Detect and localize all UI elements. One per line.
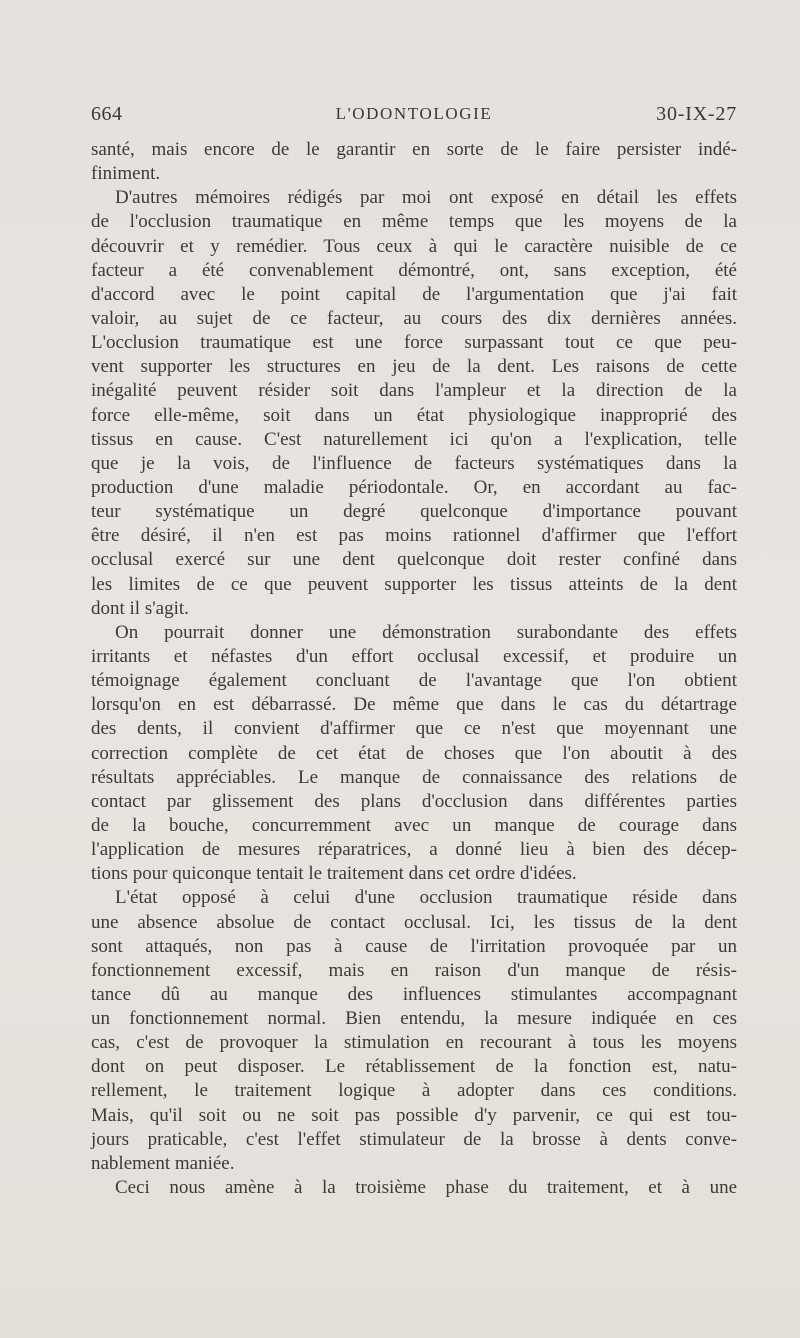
text-line: irritants et néfastes d'un effort occlusal excessif, et produire un xyxy=(91,645,737,667)
text-line: lorsqu'on en est débarrassé. De même que dans le cas du détartrage xyxy=(91,694,737,716)
text-line: sont attaqués, non pas à cause de l'irritation provoquée par un xyxy=(91,935,737,957)
text-line: inégalité peuvent résider soit dans l'ampleur et la direction de la xyxy=(91,380,737,402)
text-line: témoignage également concluant de l'avantage que l'on obtient xyxy=(91,670,737,692)
text-line: contact par glissement des plans d'occlusion dans différentes parties xyxy=(91,790,737,812)
text-line: rellement, le traitement logique à adopter dans ces conditions. xyxy=(91,1080,737,1102)
text-line: dont on peut disposer. Le rétablissement de la fonction est, natu- xyxy=(91,1056,737,1078)
running-title: L'ODONTOLOGIE xyxy=(335,104,493,123)
text-line: tance dû au manque des influences stimulantes accompagnant xyxy=(91,983,737,1005)
text-line: occlusal exercé sur une dent quelconque doit rester confiné dans xyxy=(91,549,737,571)
text-line: jours praticable, c'est l'effet stimulateur de la brosse à dents conve- xyxy=(91,1128,737,1150)
text-line: vent supporter les structures en jeu de la dent. Les raisons de cette xyxy=(91,356,737,378)
text-line: L'état opposé à celui d'une occlusion traumatique réside dans xyxy=(115,887,737,909)
text-line: fonctionnement excessif, mais en raison d'un manque de résis- xyxy=(91,959,737,981)
text-line: cas, c'est de provoquer la stimulation en recourant à tous les moyens xyxy=(91,1032,737,1054)
text-line: être désiré, il n'en est pas moins rationnel d'affirmer que l'effort xyxy=(91,525,737,547)
body-text xyxy=(91,138,737,1200)
text-line: D'autres mémoires rédigés par moi ont exposé en détail les effets xyxy=(115,187,737,209)
text-line: un fonctionnement normal. Bien entendu, la mesure indiquée en ces xyxy=(91,1008,737,1030)
text-line: tissus en cause. C'est naturellement ici qu'on a l'explication, telle xyxy=(91,428,737,450)
text-line: force elle-même, soit dans un état physiologique inapproprié des xyxy=(91,404,737,426)
text-line: Mais, qu'il soit ou ne soit pas possible d'y parvenir, ce qui est tou- xyxy=(91,1104,737,1126)
text-line: correction complète de cet état de choses que l'on aboutit à des xyxy=(91,742,737,764)
text-line: que je la vois, de l'influence de facteurs systématiques dans la xyxy=(91,452,737,474)
text-line: de l'occlusion traumatique en même temps que les moyens de la xyxy=(91,211,737,233)
text-line: d'accord avec le point capital de l'argumentation que j'ai fait xyxy=(91,283,737,305)
text-line: des dents, il convient d'affirmer que ce n'est que moyennant une xyxy=(91,718,737,740)
page-number: 664 xyxy=(91,103,123,125)
text-line: les limites de ce que peuvent supporter les tissus atteints de la dent xyxy=(91,573,737,595)
text-line: résultats appréciables. Le manque de connaissance des relations de xyxy=(91,766,737,788)
text-line: l'application de mesures réparatrices, a donné lieu à bien des décep- xyxy=(91,839,737,861)
text-line: découvrir et y remédier. Tous ceux à qui le caractère nuisible de ce xyxy=(91,235,737,257)
text-line: L'occlusion traumatique est une force surpassant tout ce que peu- xyxy=(91,332,737,354)
text-line: nablement maniée. xyxy=(91,1152,235,1174)
text-line: tions pour quiconque tentait le traitement dans cet ordre d'idées. xyxy=(91,863,577,885)
text-line: santé, mais encore de le garantir en sorte de le faire persister indé- xyxy=(91,139,737,160)
text-line: facteur a été convenablement démontré, ont, sans exception, été xyxy=(91,259,737,281)
text-line: teur systématique un degré quelconque d'importance pouvant xyxy=(91,501,737,523)
text-line: On pourrait donner une démonstration surabondante des effets xyxy=(115,621,737,643)
issue-date: 30-IX-27 xyxy=(656,103,737,125)
text-line: Ceci nous amène à la troisième phase du traitement, et à une xyxy=(115,1177,737,1199)
text-line: dont il s'agit. xyxy=(91,597,189,619)
text-line: une absence absolue de contact occlusal. Ici, les tissus de la dent xyxy=(91,911,737,933)
text-line: de la bouche, concurremment avec un manque de courage dans xyxy=(91,814,737,836)
text-line: valoir, au sujet de ce facteur, au cours des dix dernières années. xyxy=(91,307,737,329)
page-header xyxy=(91,103,737,131)
text-line: finiment. xyxy=(91,163,161,185)
text-line: production d'une maladie périodontale. Or, en accordant au fac- xyxy=(91,476,737,498)
